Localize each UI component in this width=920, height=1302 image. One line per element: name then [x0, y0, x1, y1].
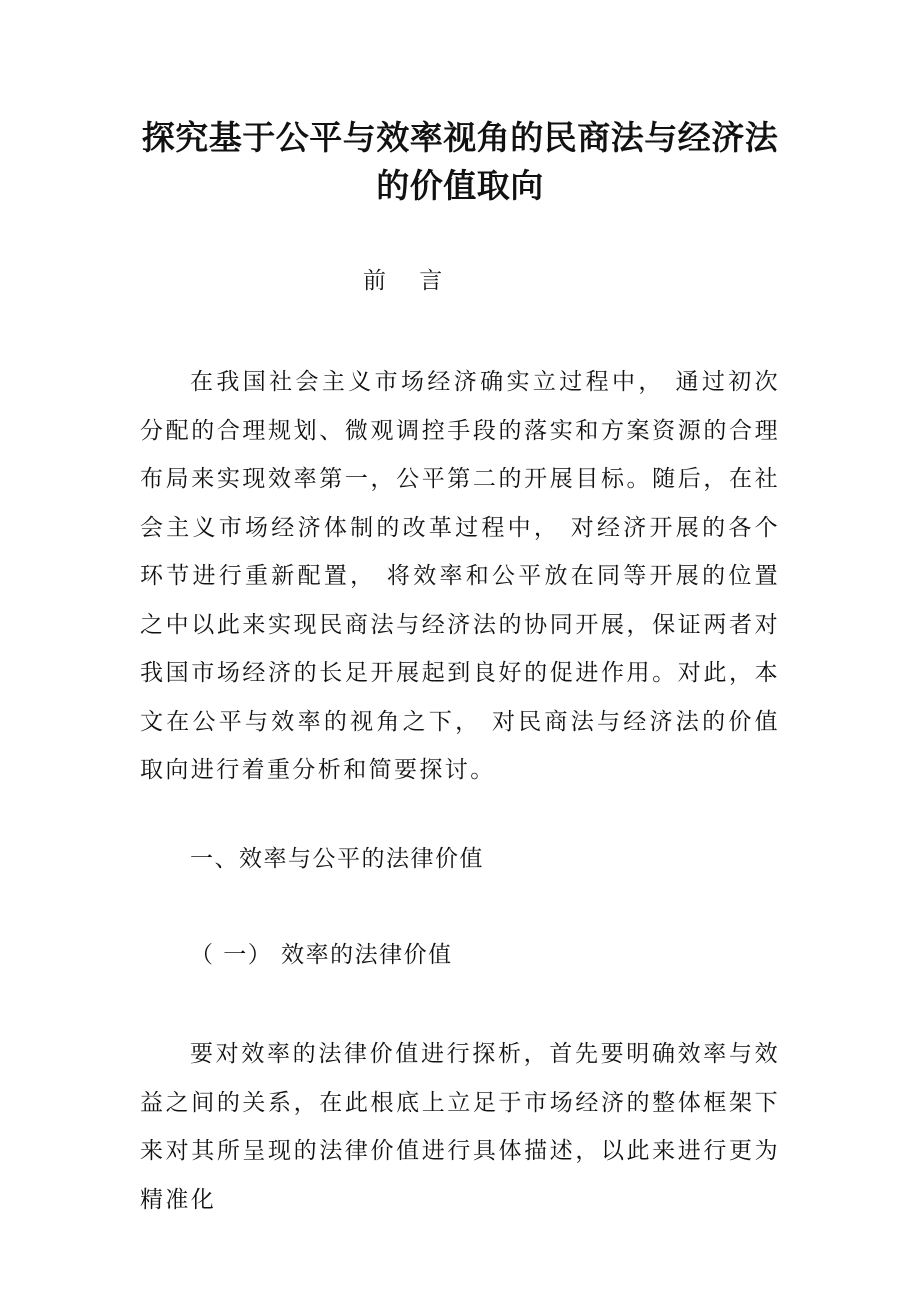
preface-paragraph: 在我国社会主义市场经济确实立过程中， 通过初次分配的合理规划、微观调控手段的落实和方案资源的合理布局来实现效率第一，公平第二的开展目标。随后，在社会主义市场经济体制的改革过程中， 对经济开展的各个环节进行重新配置， 将效率和公平放在同等开展的位置之中以此来实现民商法与经济法的协同开展，保证两者对我国市场经济的长足开展起到良好的促进作用。对此，本文在公平与效率的视角之下， 对民商法与经济法的价值取向进行着重分析和简要探讨。: [140, 369, 780, 783]
section-heading-efficiency-fairness: 一、效率与公平的法律价值: [190, 846, 484, 872]
body-paragraph: 要对效率的法律价值进行探析，首先要明确效率与效益之间的关系，在此根底上立足于市场经济的整体框架下来对其所呈现的法律价值进行具体描述，以此来进行更为精准化: [140, 1041, 780, 1213]
document-title: 探究基于公平与效率视角的民商法与经济法的价值取向: [141, 118, 779, 205]
subsection-heading-efficiency: （ 一） 效率的法律价值: [190, 942, 453, 968]
preface-heading: 前 言: [363, 268, 456, 294]
